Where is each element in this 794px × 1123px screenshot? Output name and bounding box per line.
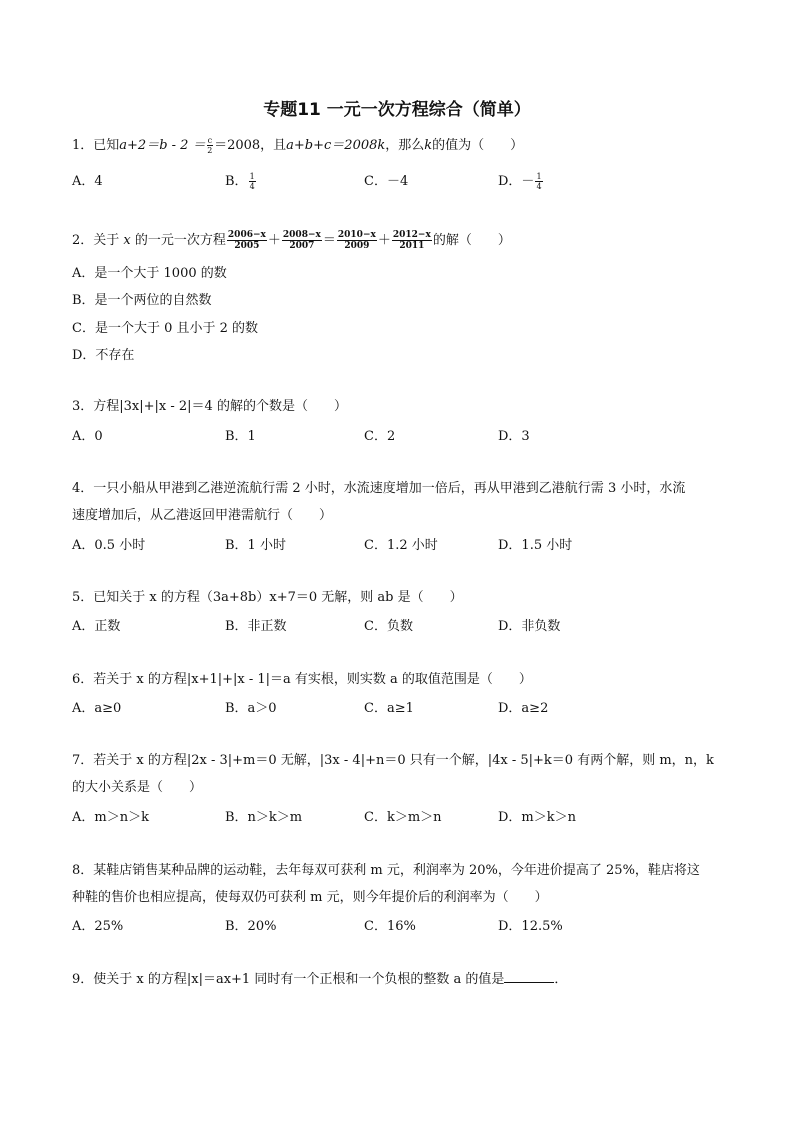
- question-8-line-2: 种鞋的售价也相应提高，使每双仍可获利 m 元，则今年提价后的利润率为（ ）: [72, 890, 548, 905]
- option-d[interactable]: D．12.5%: [498, 919, 563, 934]
- question-7-line-2: 的大小关系是（ ）: [72, 780, 203, 795]
- option-b[interactable]: B．20%: [225, 919, 277, 934]
- option-a[interactable]: A．0: [72, 429, 103, 444]
- question-4-line-1: 4．一只小船从甲港到乙港逆流航行需 2 小时，水流速度增加一倍后，再从甲港到乙港航行需 3 小时，水流: [72, 481, 686, 496]
- question-3-options: [72, 425, 732, 445]
- option-d[interactable]: D．非负数: [498, 619, 561, 634]
- option-c[interactable]: C．k＞m＞n: [364, 810, 442, 825]
- option-a[interactable]: A．a≥0: [72, 701, 122, 716]
- option-d[interactable]: D．1.5 小时: [498, 538, 573, 553]
- option-b[interactable]: B．a＞0: [225, 701, 277, 716]
- option-b[interactable]: B．n＞k＞m: [225, 810, 303, 825]
- question-4-line-2: 速度增加后，从乙港返回甲港需航行（ ）: [72, 508, 333, 523]
- option-b[interactable]: B．1 小时: [225, 538, 286, 553]
- page-title: 专题11 一元一次方程综合（简单）: [263, 100, 531, 120]
- question-2: 2．关于 x 的一元一次方程 $\frac{2006-x}{2005}$ ＋ $\frac{2008-x}{2007}$ ＝ $\frac{2010-x}{2009}$ ＋ $\frac{2012-x}{2011}$ 的解（ ）: [72, 230, 511, 251]
- question-8-line-1: 8．某鞋店销售某种品牌的运动鞋，去年每双可获利 m 元，利润率为 20%，今年进价提高了 25%，鞋店将这: [72, 863, 700, 878]
- option-a[interactable]: A．m＞n＞k: [72, 810, 149, 825]
- option-a[interactable]: A．0.5 小时: [72, 538, 146, 553]
- question-4-options: [72, 534, 732, 554]
- option-c[interactable]: C．－4: [364, 174, 409, 189]
- question-1-options: [72, 170, 732, 190]
- question-2-option-c[interactable]: C．是一个大于 0 且小于 2 的数: [72, 321, 259, 336]
- option-c[interactable]: C．16%: [364, 919, 416, 934]
- answer-blank[interactable]: [504, 970, 554, 983]
- question-6-options: [72, 697, 732, 717]
- option-b[interactable]: B． $\frac{1}{4}$: [225, 172, 255, 191]
- question-7-line-1: 7．若关于 x 的方程|2x - 3|+m＝0 无解，|3x - 4|+n＝0 只有一个解，|4x - 5|+k＝0 有两个解，则 m，n，k: [72, 753, 714, 768]
- question-1: 1．已知a+2＝b - 2 ＝ $\frac{c}{2}$ ＝2008，且a+b+c＝2008k，那么k的值为（ ）: [72, 136, 524, 155]
- question-5-options: [72, 615, 732, 635]
- question-2-option-a[interactable]: A．是一个大于 1000 的数: [72, 266, 227, 281]
- option-c[interactable]: C．1.2 小时: [364, 538, 438, 553]
- option-c[interactable]: C．a≥1: [364, 701, 414, 716]
- option-a[interactable]: A．25%: [72, 919, 124, 934]
- option-c[interactable]: C．2: [364, 429, 396, 444]
- option-c[interactable]: C．负数: [364, 619, 413, 634]
- question-3: 3．方程|3x|+|x - 2|＝4 的解的个数是（ ）: [72, 399, 347, 414]
- question-5: 5．已知关于 x 的方程（3a+8b）x+7＝0 无解，则 ab 是（ ）: [72, 590, 463, 605]
- option-d[interactable]: D．－ $\frac{1}{4}$: [498, 172, 542, 191]
- question-7-options: [72, 806, 732, 826]
- question-9: 9．使关于 x 的方程|x|＝ax+1 同时有一个正根和一个负根的整数 a 的值是 ．: [72, 972, 568, 987]
- question-8-options: [72, 915, 732, 935]
- option-a[interactable]: A．4: [72, 174, 103, 189]
- option-d[interactable]: D．m＞k＞n: [498, 810, 577, 825]
- option-d[interactable]: D．3: [498, 429, 530, 444]
- option-a[interactable]: A．正数: [72, 619, 121, 634]
- option-b[interactable]: B．1: [225, 429, 256, 444]
- question-2-option-b[interactable]: B．是一个两位的自然数: [72, 293, 212, 308]
- option-d[interactable]: D．a≥2: [498, 701, 549, 716]
- question-6: 6．若关于 x 的方程|x+1|+|x - 1|＝a 有实根，则实数 a 的取值范围是（ ）: [72, 672, 532, 687]
- question-2-option-d[interactable]: D．不存在: [72, 348, 135, 363]
- fraction-c-over-2: $\frac{c}{2}$: [207, 136, 213, 155]
- option-b[interactable]: B．非正数: [225, 619, 287, 634]
